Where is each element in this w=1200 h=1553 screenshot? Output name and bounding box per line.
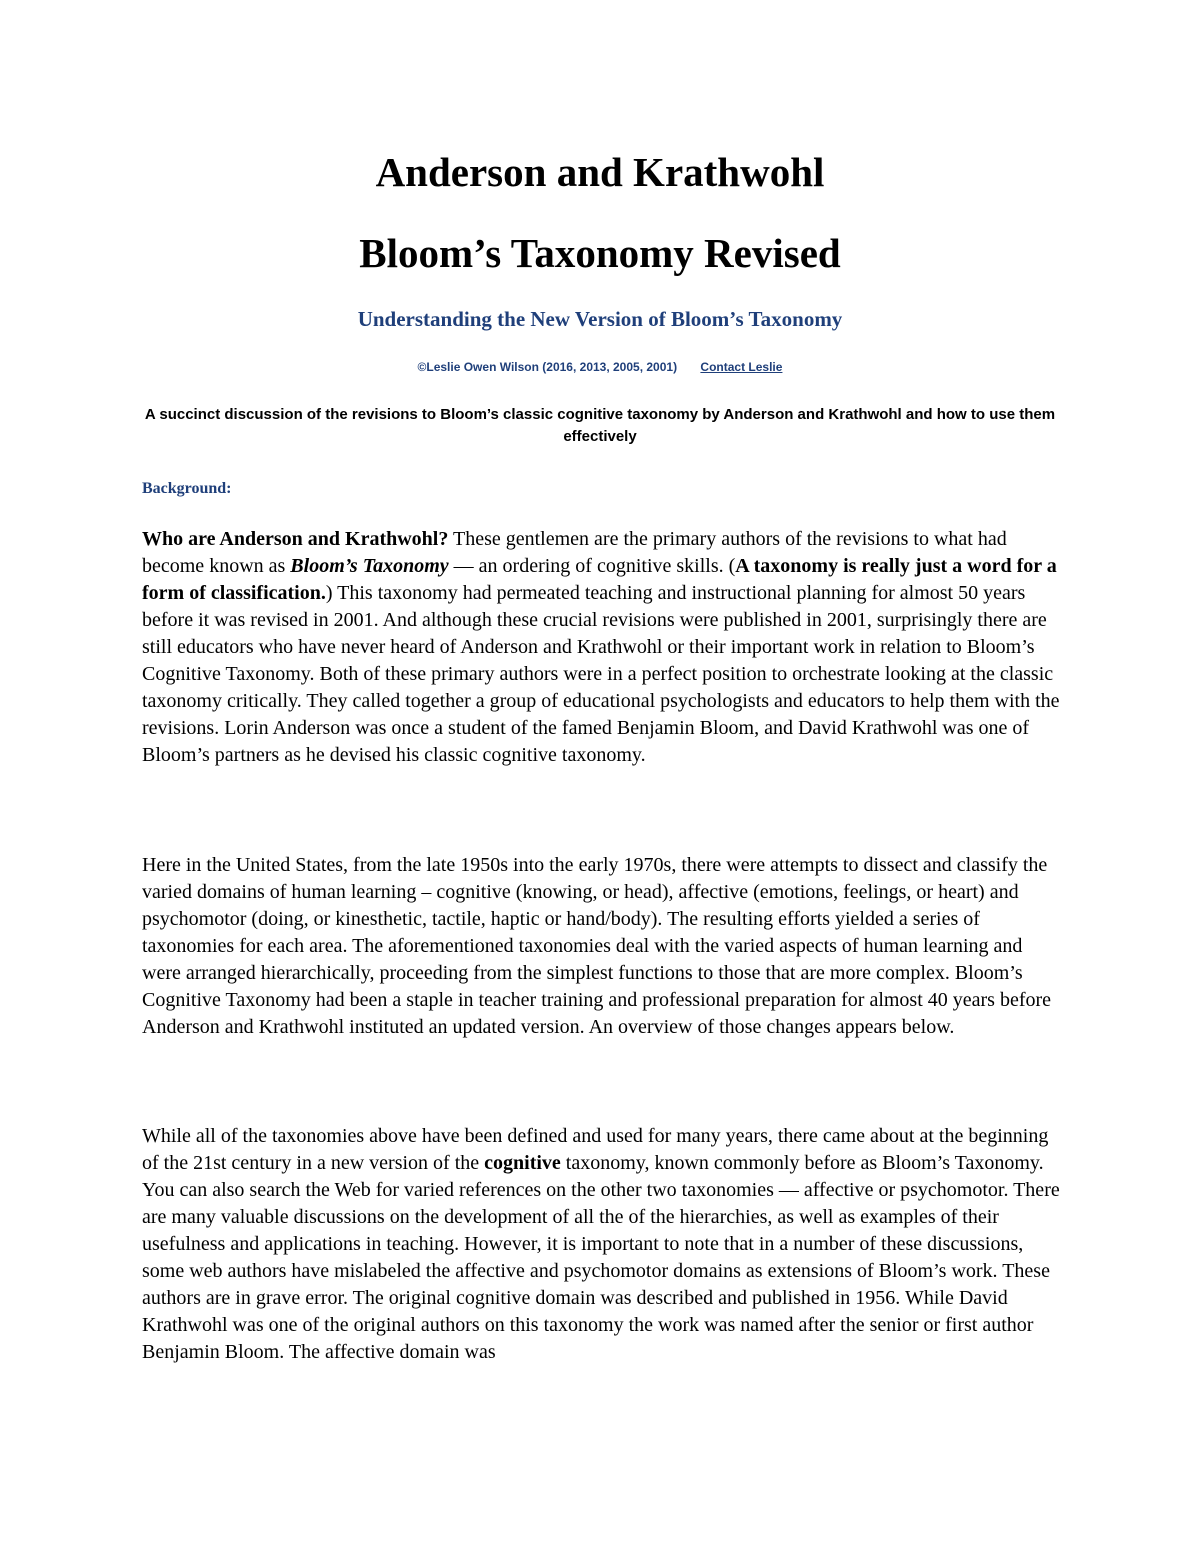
paragraph-3-text-b: taxonomy, known commonly before as Bloom’s Taxonomy. You can also search the Web for varied references on the other two taxonomies — affective or psychomotor. There are many valuable discussions on the development of all the of the hierarchies, as well as examples of their usefulness and applications in teaching. However, it is important to note that in a number of these discussions, some web authors have mislabeled the affective and psychomotor domains as extensions of Bloom’s work. These authors are in grave error. The original cognitive domain was described and published in 1956. While David Krathwohl was one of the original authors on this taxonomy the work was named after the senior or first author Benjamin Bloom. The affective domain was	[142, 1152, 1060, 1363]
title-line-2: Bloom’s Taxonomy Revised	[359, 230, 841, 276]
paragraph-3-bold-word: cognitive	[484, 1152, 561, 1174]
contact-leslie-link[interactable]: Contact Leslie	[700, 360, 783, 374]
subtitle: Understanding the New Version of Bloom’s Taxonomy	[357, 307, 843, 331]
paragraph-1-definition: A taxonomy is really just a word for a form of classification.	[142, 555, 1057, 604]
paragraph-2: Here in the United States, from the late 1950s into the early 1970s, there were attempts to dissect and classify the varied domains of human learning – cognitive (knowing, or head), affective (emotions, feelings, or heart) and psychomotor (doing, or kinesthetic, tactile, haptic or hand/body). The resulting efforts yielded a series of taxonomies for each area. The aforementioned taxonomies deal with the varied aspects of human learning and were arranged hierarchically, proceeding from the simplest functions to those that are more complex. Bloom’s Cognitive Taxonomy had been a staple in teacher training and professional preparation for almost 40 years before Anderson and Krathwohl instituted an updated version. An overview of those changes appears below.	[142, 854, 1052, 1038]
paragraph-1-lead: Who are Anderson and Krathwohl?	[142, 528, 449, 550]
paragraph-3	[142, 1123, 1060, 1366]
copyright-text: ©Leslie Owen Wilson (2016, 2013, 2005, 2001)	[417, 360, 678, 374]
paragraph-1-book-title: Bloom’s Taxonomy	[290, 555, 449, 577]
summary: A succinct discussion of the revisions to Bloom’s classic cognitive taxonomy by Anderson and Krathwohl and how to use them effectively	[144, 406, 1056, 445]
paragraph-1-text-a: These gentlemen are the primary authors of the revisions to what had become known as	[142, 528, 1007, 577]
paragraph-1	[142, 526, 1060, 769]
paragraph-1-text-c: ) This taxonomy had permeated teaching and instructional planning for almost 50 years before it was revised in 2001. And although these crucial revisions were published in 2001, surprisingly there are still educators who have never heard of Anderson and Krathwohl or their important work in relation to Bloom’s Cognitive Taxonomy. Both of these primary authors were in a perfect position to orchestrate looking at the classic taxonomy critically. They called together a group of educational psychologists and educators to help them with the revisions. Lorin Anderson was once a student of the famed Benjamin Bloom, and David Krathwohl was one of Bloom’s partners as he devised his classic cognitive taxonomy.	[142, 582, 1060, 766]
title-line-1: Anderson and Krathwohl	[375, 149, 825, 195]
paragraph-1-text-b: — an ordering of cognitive skills. (	[448, 555, 736, 577]
section-heading-background: Background:	[142, 480, 232, 497]
paragraph-3-text-a: While all of the taxonomies above have been defined and used for many years, there came about at the beginning of the 21st century in a new version of the	[142, 1125, 1049, 1174]
byline	[0, 358, 1200, 376]
